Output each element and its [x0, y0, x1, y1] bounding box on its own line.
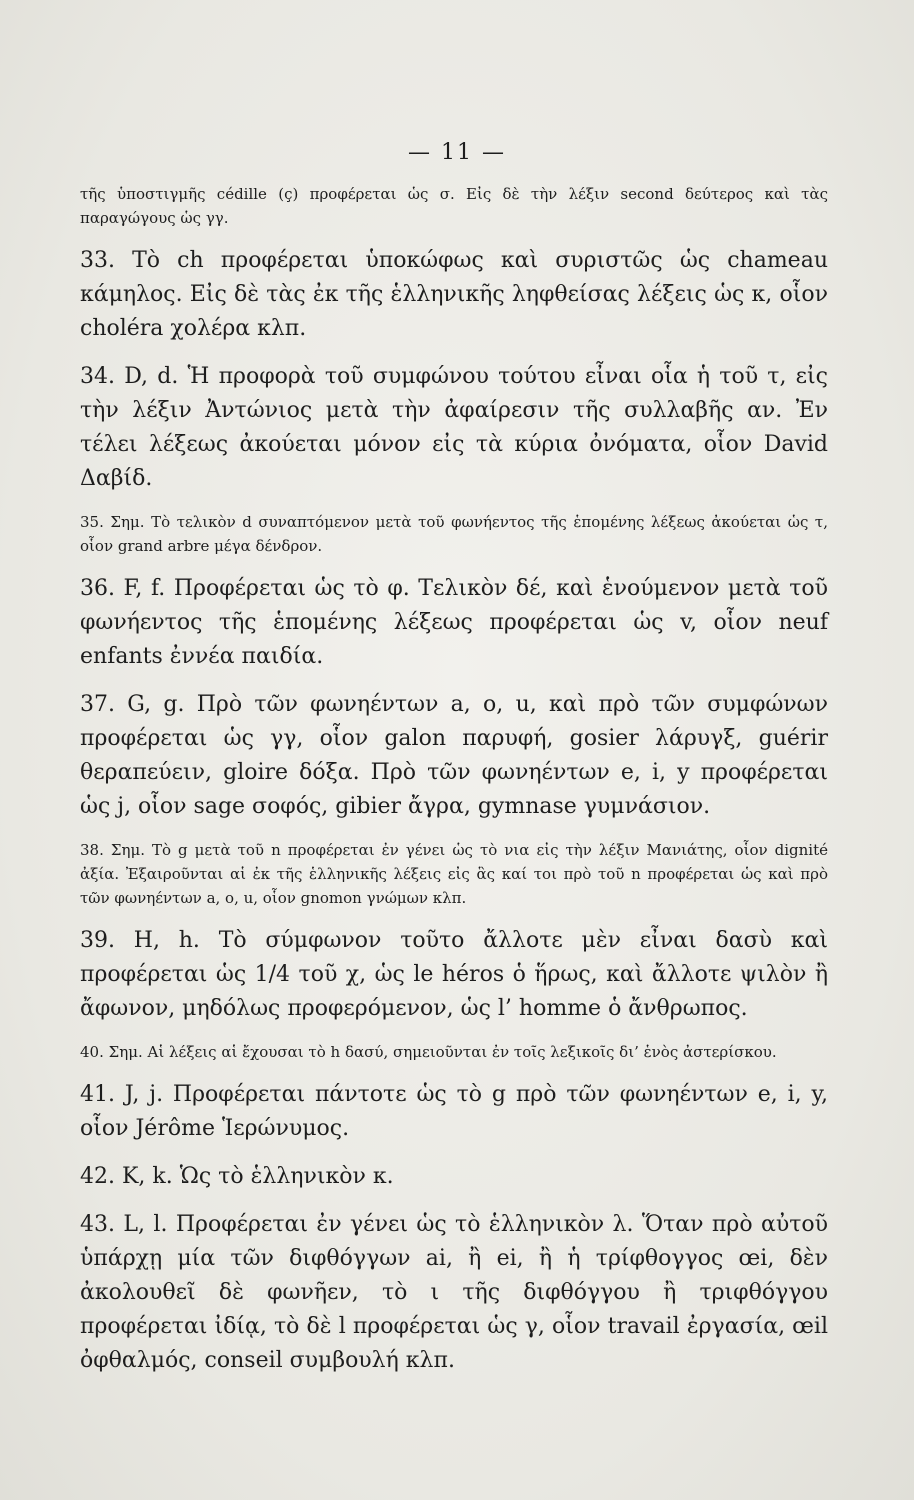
paragraph-36: 36. F, f. Προφέρεται ὡς τὸ φ. Τελικὸν δέ, καὶ ἑνούμενον μετὰ τοῦ φωνήεντος τῆς ἑπομένης λέξεως προφέρεται ὡς v, οἷον neuf enfants ἐννέα παιδία. — [80, 576, 828, 669]
note-40: 40. Σημ. Αἱ λέξεις αἱ ἔχουσαι τὸ h δασύ, σημειοῦνται ἐν τοῖς λεξικοῖς δι’ ἑνὸς ἀστερίσκου. — [80, 1043, 777, 1061]
paragraph-41: 41. J, j. Προφέρεται πάντοτε ὡς τὸ g πρὸ τῶν φωνηέντων e, i, y, οἷον Jérôme Ἱερώνυμος. — [80, 1082, 828, 1141]
note-38: 38. Σημ. Τὸ g μετὰ τοῦ n προφέρεται ἐν γένει ὡς τὸ νια εἰς τὴν λέξιν Μανιάτης, οἷον dignité ἀξία. Ἐξαιροῦνται αἱ ἐκ τῆς ἑλληνικῆς λέξεις εἰς ἃς καί τοι πρὸ τοῦ n προφέρεται ὡς καὶ πρὸ τῶν φωνηέντων a, o, u, οἷον gnomon γνώμων κλπ. — [80, 841, 828, 907]
text-block — [80, 182, 828, 1392]
page-number: — 11 — — [408, 140, 506, 165]
paragraph-42: 42. K, k. Ὡς τὸ ἑλληνικὸν κ. — [80, 1164, 394, 1189]
paragraph-34: 34. D, d. Ἡ προφορὰ τοῦ συμφώνου τούτου εἶναι οἷα ἡ τοῦ τ, εἰς τὴν λέξιν Ἀντώνιος μετὰ τὴν ἀφαίρεσιν τῆς συλλαβῆς αν. Ἐν τέλει λέξεως ἀκούεται μόνον εἰς τὰ κύρια ὀνόματα, οἷον David Δαβίδ. — [80, 364, 828, 491]
note-35: 35. Σημ. Τὸ τελικὸν d συναπτόμενον μετὰ τοῦ φωνήεντος τῆς ἑπομένης λέξεως ἀκούεται ὡς τ, οἷον grand arbre μέγα δένδρον. — [80, 513, 828, 555]
paragraph-33: 33. Τὸ ch προφέρεται ὑποκώφως καὶ συριστῶς ὡς chameau κάμηλος. Εἰς δὲ τὰς ἐκ τῆς ἑλληνικῆς ληφθείσας λέξεις ὡς κ, οἷον choléra χολέρα κλπ. — [80, 248, 828, 341]
paragraph-43: 43. L, l. Προφέρεται ἐν γένει ὡς τὸ ἑλληνικὸν λ. Ὅταν πρὸ αὐτοῦ ὑπάρχῃ μία τῶν διφθόγγων ai, ἢ ei, ἢ ἡ τρίφθογγος œi, δὲν ἀκολουθεῖ δὲ φωνῆεν, τὸ ι τῆς διφθόγγου ἢ τριφθόγγου προφέρεται ἰδίᾳ, τὸ δὲ l προφέρεται ὡς γ, οἷον travail ἐργασία, œil ὀφθαλμός, conseil συμβουλή κλπ. — [80, 1212, 828, 1373]
paragraph-continuation: τῆς ὑποστιγμῆς cédille (ç) προφέρεται ὡς σ. Εἰς δὲ τὴν λέξιν second δεύτερος καὶ τὰς παραγώγους ὡς γγ. — [80, 185, 828, 227]
paragraph-39: 39. H, h. Τὸ σύμφωνον τοῦτο ἄλλοτε μὲν εἶναι δασὺ καὶ προφέρεται ὡς 1/4 τοῦ χ, ὡς le héros ὁ ἥρως, καὶ ἄλλοτε ψιλὸν ἢ ἄφωνον, μηδόλως προφερόμενον, ὡς l’ homme ὁ ἄνθρωπος. — [80, 928, 828, 1021]
paragraph-37: 37. G, g. Πρὸ τῶν φωνηέντων a, o, u, καὶ πρὸ τῶν συμφώνων προφέρεται ὡς γγ, οἷον galon παρυφή, gosier λάρυγξ, guérir θεραπεύειν, gloire δόξα. Πρὸ τῶν φωνηέντων e, i, y προφέρεται ὡς j, οἷον sage σοφός, gibier ἄγρα, gymnase γυμνάσιον. — [80, 692, 828, 819]
